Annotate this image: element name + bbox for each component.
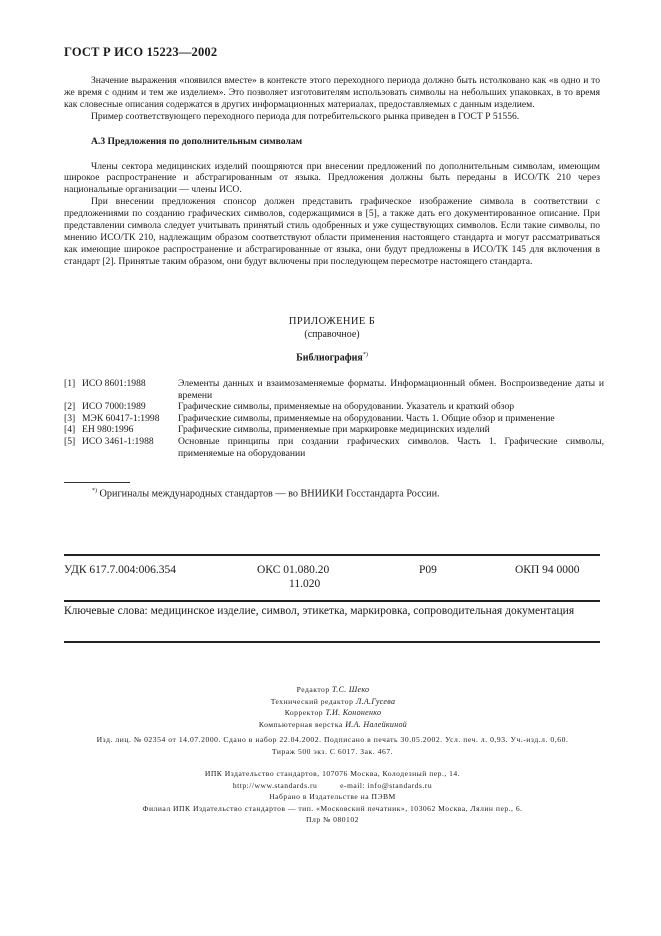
bibliography-entry — [64, 424, 604, 436]
bib-number: [5] — [64, 435, 76, 447]
footnote-text: Оригиналы международных стандартов — во ВНИИКИ Госстандарта России. — [99, 488, 440, 500]
standard-header: ГОСТ Р ИСО 15223—2002 — [64, 45, 218, 59]
oks-code-secondary: 11.020 — [289, 578, 321, 590]
typeset-note: Набрано в Издательстве на ПЭВМ — [269, 792, 396, 802]
editorial-credits — [196, 684, 470, 730]
classification-bottom-rule — [64, 600, 600, 602]
publisher-contacts — [60, 780, 605, 792]
print-details — [60, 734, 605, 758]
bib-code: ИСО 8601:1988 — [82, 378, 146, 389]
section-a3-paragraph-2: При внесении предложения спонсор должен представить графическое изображение символа в соответствии с предложениями по созданию графических символов, содержащимися в [5], а также дать его документированное описание. При представлении символа следует учитывать принятый стиль одобренных и уже существующих символов. Если такие символы, по мнению ИСО/ТК 210, надлежащим образом соответствуют области применения настоящего стандарта и могут рассматриваться как имеющие широкое распространение и абстрагированные от языка, они будут предложены в ИСО/ТК 145 для включения в стандарт [2]. Принятые таким образом, они будут включены при последующем пересмотре настоящего стандарта. — [64, 196, 600, 267]
main-text — [64, 75, 600, 268]
bib-code: ИСО 7000:1989 — [82, 401, 146, 413]
bib-code: МЭК 60417-1:1998 — [82, 412, 160, 424]
bib-number: [4] — [64, 424, 76, 436]
credit-line: Компьютерная верстка И.А. Налейкиной — [258, 719, 408, 729]
bib-number: [1] — [64, 378, 76, 389]
bib-number: [3] — [64, 412, 76, 424]
section-a3-paragraph-1: Члены сектора медицинских изделий поощряются при внесении предложений по дополнительным символам, имеющим широкое распространение и абстрагированным от языка. Предложения должны быть переданы в ИСО/ТК 210 через национальные организации — члены ИСО. — [64, 160, 600, 196]
bibliography-entry — [64, 413, 604, 425]
credit-line: Редактор Т.С. Шеко — [296, 685, 370, 694]
intro-paragraph-2: Пример соответствующего переходного периода для потребительского рынка приведен в ГОСТ Р 51556. — [91, 110, 520, 122]
printer-branch: Филиал ИПК Издательство стандартов — тип. «Московский печатник», 103062 Москва, Лялин пер., 6. — [142, 803, 523, 813]
section-a3-heading: А.3 Предложения по дополнительным символам — [91, 135, 303, 147]
keywords-bottom-rule — [64, 641, 600, 643]
bib-code: ЕН 980:1996 — [82, 424, 134, 436]
bibliography-title: Библиография*) — [296, 352, 368, 364]
credit-line: Технический редактор Л.А.Гусева — [270, 696, 396, 706]
credit-line: Корректор Т.И. Кононенко — [284, 708, 382, 717]
okp-code: ОКП 94 0000 — [515, 564, 580, 576]
bibliography-entry — [64, 401, 604, 413]
bibliography-entry — [64, 378, 604, 401]
publisher-email[interactable]: e-mail: info@standards.ru — [340, 780, 433, 790]
bib-title: Графические символы, применяемые при маркировке медицинских изделий — [178, 424, 490, 436]
oks-code: ОКС 01.080.20 — [257, 564, 330, 576]
bib-number: [2] — [64, 401, 76, 413]
print-details-line-1: Изд. лиц. № 02354 от 14.07.2000. Сдано в набор 22.04.2002. Подписано в печать 30.05.2002. Усл. печ. л. 0,93. Уч.-изд.л. 0,60. — [96, 735, 569, 744]
bib-title: Графические символы, применяемые на оборудовании. Часть 1. Общие обзор и применение — [178, 412, 555, 424]
footnote-marker: *) — [362, 352, 368, 358]
keywords: Ключевые слова: медицинское изделие, символ, этикетка, маркировка, сопроводительная документация — [64, 605, 575, 617]
print-details-line-2: Тираж 500 экз. С 6017. Зак. 467. — [271, 747, 394, 756]
publisher-info — [60, 768, 605, 826]
publisher-address: ИПК Издательство стандартов, 107076 Москва, Колодезный пер., 14. — [204, 769, 461, 778]
classification-top-rule — [64, 554, 600, 556]
bib-title: Графические символы, применяемые на оборудовании. Указатель и краткий обзор — [178, 401, 515, 413]
bib-title: Основные принципы при создании графических символов. Часть 1. Графические символы, применяемые на оборудовании — [178, 435, 604, 459]
bib-title: Элементы данных и взаимозаменяемые форматы. Информационный обмен. Воспроизведение даты и времени — [178, 378, 604, 401]
footnote — [92, 488, 440, 499]
udk-code: УДК 617.7.004:006.354 — [64, 564, 176, 576]
footnote-marker: *) — [92, 488, 97, 494]
intro-paragraph-1: Значение выражения «появился вместе» в контексте этого переходного периода должно быть истолковано как «в одно и то же время с одним и тем же изделием». Это позволяет изготовителям использовать символы на небольших упаковках, в то время как словесные описания содержатся в других информационных материалах, предоставляемых с данным изделием. — [64, 75, 600, 110]
publisher-website[interactable]: http://www.standards.ru — [232, 780, 318, 790]
group-code: Р09 — [419, 564, 437, 576]
printer-license: Плр № 080102 — [306, 815, 359, 825]
bibliography-list — [64, 378, 604, 459]
bib-code: ИСО 3461-1:1988 — [82, 435, 154, 447]
appendix-title: ПРИЛОЖЕНИЕ Б — [288, 316, 376, 327]
bibliography-entry — [64, 436, 604, 459]
appendix-subtitle: (справочное) — [304, 329, 360, 340]
footnote-divider — [64, 482, 130, 483]
